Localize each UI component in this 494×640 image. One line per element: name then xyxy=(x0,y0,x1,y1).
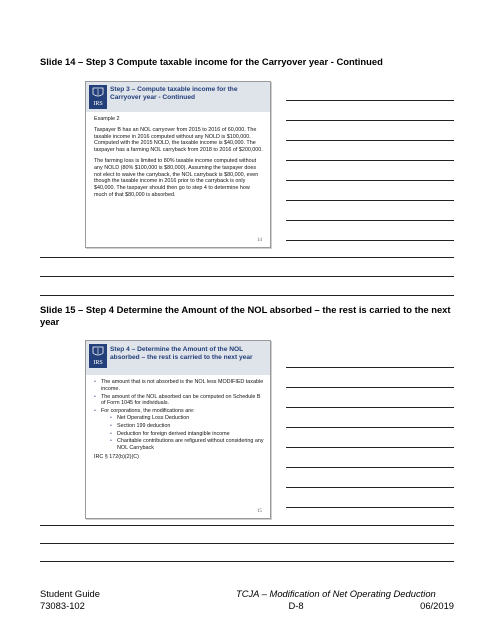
citation: IRC § 172(b)(2)(C) xyxy=(94,453,139,460)
paragraph: Taxpayer B has an NOL carryover from 2015 to 2016 of 60,000. The taxable income in 2016 computed without any NOLD is $100,000. Computed with the 2015 NOLD, the taxable income is $40,000. The taxpayer has a farming NOL carryback from 2018 to 2016 of $200,000. xyxy=(94,126,263,154)
notes-line xyxy=(286,200,454,201)
notes-line xyxy=(286,507,454,508)
sub-bullet-item: • Deduction for foreign derived intangible income xyxy=(101,431,264,438)
notes-line xyxy=(286,387,454,388)
notes-line xyxy=(286,120,454,121)
bullet-item: • The amount of the NOL absorbed can be computed on Schedule B of Form 1045 for individuals. xyxy=(94,394,264,408)
notes-line xyxy=(40,276,454,277)
paragraph: The farming loss is limited to 80% taxable income computed without any NOLD (80% $100,000 is $80,000). Assuming the taxpayer does not elect to waive the carryback, the NOL carryback is $80,000, even though the taxable income in 2016 prior to the carryback is only $40,000. The taxpayer should then go to step 4 to determine how much of that $80,000 is absorbed. xyxy=(94,157,259,198)
notes-line xyxy=(286,467,454,468)
notes-line xyxy=(40,525,454,526)
notes-line xyxy=(286,240,454,241)
notes-line xyxy=(40,561,454,562)
slide-page-number: 14 xyxy=(256,237,262,243)
footer-course-number: 73083-102 xyxy=(40,600,85,611)
slide-14-image xyxy=(85,81,271,248)
notes-line xyxy=(286,180,454,181)
notes-line xyxy=(40,257,454,258)
irs-logo-icon xyxy=(89,85,107,109)
notes-line xyxy=(40,295,454,296)
footer-date: 06/2019 xyxy=(420,600,454,611)
slide-15-heading: Slide 15 – Step 4 Determine the Amount of the NOL absorbed – the rest is carried to the next year xyxy=(40,304,451,327)
bullet-item: • For corporations, the modifications are: • Net Operating Loss Deduction • Section 199 deduction • Deduction for foreign derived intangible income • Charitable contributions are refigured without considering any NOL Carryback xyxy=(94,408,264,452)
example-label: Example 2 xyxy=(94,116,120,122)
notes-line xyxy=(286,447,454,448)
slide-body xyxy=(94,379,264,465)
notes-line xyxy=(286,407,454,408)
slide-14-heading: Slide 14 – Step 3 Compute taxable income for the Carryover year - Continued xyxy=(40,56,383,67)
slide-title: Step 3 – Compute taxable income for the Carryover year - Continued xyxy=(110,86,238,101)
footer-lesson-title: TCJA – Modification of Net Operating Deduction xyxy=(236,588,436,599)
sub-bullet-item: • Charitable contributions are refigured without considering any NOL Carryback xyxy=(101,438,264,452)
slide-title: Step 4 – Determine the Amount of the NOL absorbed – the rest is carried to the next year xyxy=(110,346,253,361)
irs-logo-icon xyxy=(89,344,107,368)
footer-page-number: D-8 xyxy=(288,600,304,611)
notes-line xyxy=(286,220,454,221)
slide-15-image xyxy=(85,340,271,519)
notes-line xyxy=(286,160,454,161)
svg-text:IRS: IRS xyxy=(93,101,103,107)
slide-page-number: 15 xyxy=(256,508,262,514)
svg-text:IRS: IRS xyxy=(93,360,103,366)
notes-line xyxy=(286,100,454,101)
bullet-list xyxy=(94,379,264,452)
notes-line xyxy=(286,367,454,368)
notes-line xyxy=(286,487,454,488)
notes-line xyxy=(40,543,454,544)
slide-body xyxy=(94,116,264,203)
sub-bullet-item: • Net Operating Loss Deduction xyxy=(101,415,264,422)
sub-bullet-list xyxy=(101,415,264,452)
bullet-item: • The amount that is not absorbed is the NOL less MODIFIED taxable income. xyxy=(94,379,264,393)
footer-guide-title: Student Guide xyxy=(40,588,100,599)
sub-bullet-item: • Section 199 deduction xyxy=(101,423,264,430)
notes-line xyxy=(286,427,454,428)
notes-line xyxy=(286,140,454,141)
